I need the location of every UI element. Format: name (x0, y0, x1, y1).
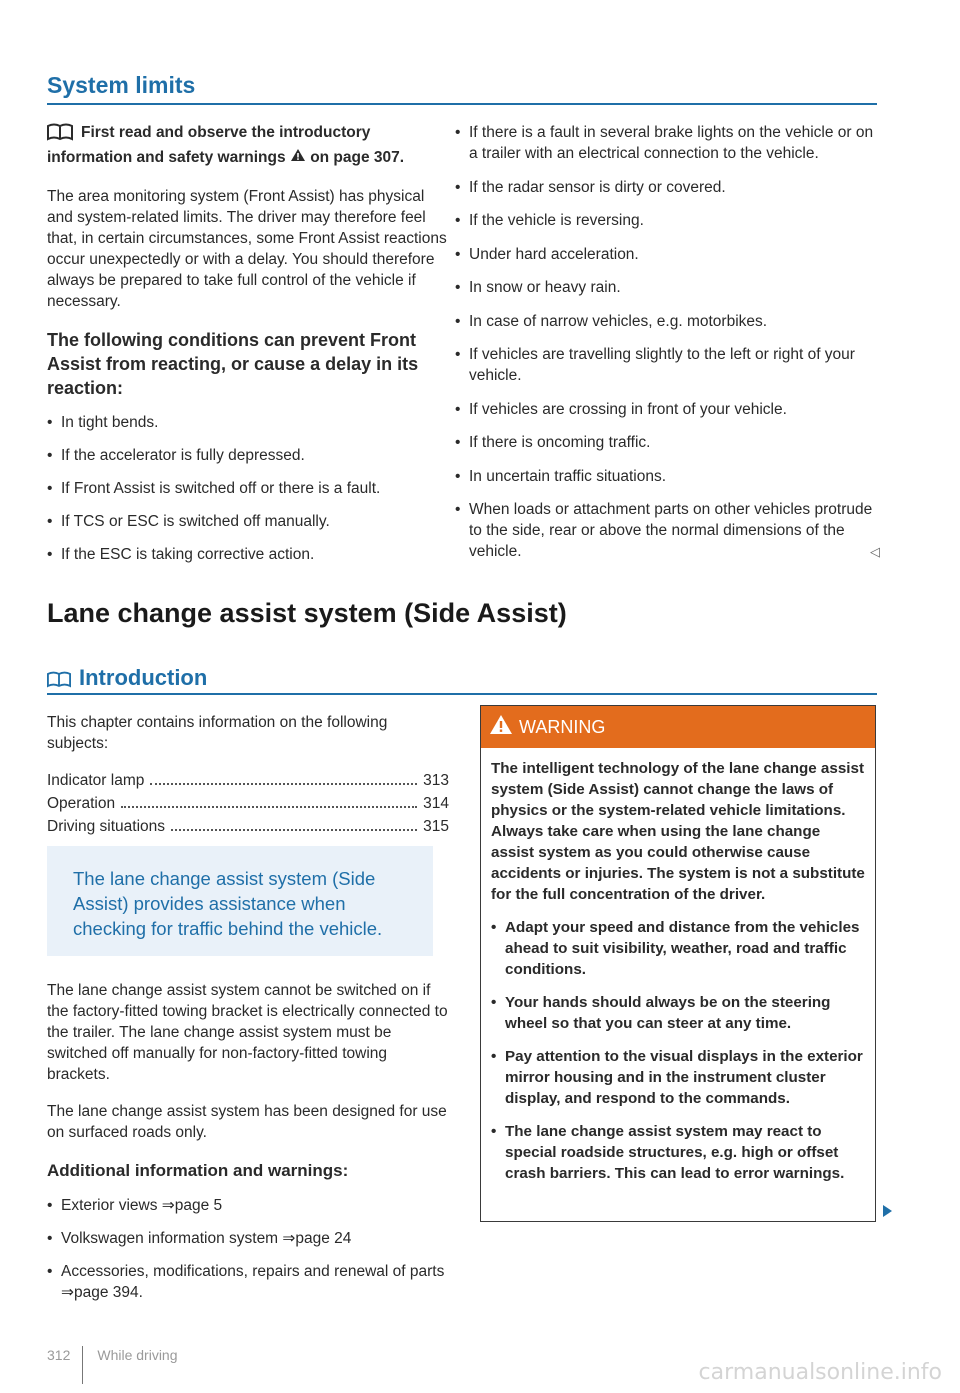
conditions-list-right (455, 122, 880, 562)
list-item: • If the accelerator is fully depressed. (47, 445, 447, 466)
toc-row[interactable] (47, 793, 449, 814)
list-item: • If vehicles are travelling slightly to the left or right of your vehicle. (455, 344, 880, 386)
section-end-icon: ◁ (870, 544, 880, 559)
book-icon (47, 123, 73, 147)
lane-change-details-column (47, 980, 449, 1315)
toc-page: 313 (423, 772, 449, 789)
list-item: • If there is a fault in several brake lights on the vehicle or on a trailer with an electrical connection to the vehicle. (455, 122, 880, 164)
list-item: • In case of narrow vehicles, e.g. motorbikes. (455, 311, 880, 332)
introduction-title-text: Introduction (79, 665, 208, 690)
chapter-title: Lane change assist system (Side Assist) (47, 598, 567, 628)
additional-info-heading: Additional information and warnings: (47, 1161, 349, 1180)
lane-change-paragraph-2: The lane change assist system has been designed for use on surfaced roads only. (47, 1103, 447, 1141)
introduction-title (47, 665, 207, 694)
warning-triangle-icon (290, 149, 306, 166)
conditions-heading: The following conditions can prevent Front Assist from reacting, or cause a delay in its reaction: (47, 330, 419, 398)
list-item[interactable]: • Accessories, modifications, repairs and renewal of parts ⇒page 394. (47, 1261, 449, 1303)
page-footer (47, 1336, 178, 1374)
warning-triangle-icon (489, 714, 513, 740)
list-item: • If vehicles are crossing in front of your vehicle. (455, 399, 880, 420)
toc-page: 315 (423, 818, 449, 835)
list-item: • In snow or heavy rain. (455, 277, 880, 298)
list-item: • Adapt your speed and distance from the vehicles ahead to suit visibility, weather, road and traffic conditions. (491, 917, 867, 980)
introduction-column (47, 712, 449, 839)
system-limits-left-column (47, 122, 447, 577)
list-item: • Under hard acceleration. (455, 244, 880, 265)
conditions-list-left (47, 412, 447, 565)
warning-label: WARNING (519, 716, 606, 737)
list-item: • If Front Assist is switched off or there is a fault. (47, 478, 447, 499)
warning-box (480, 705, 876, 1222)
list-item: • If TCS or ESC is switched off manually. (47, 511, 447, 532)
watermark: carmanualsonline.info (698, 1360, 942, 1385)
list-item: • In tight bends. (47, 412, 447, 433)
system-limits-right-column (455, 122, 880, 575)
toc-leader (121, 806, 417, 808)
toc-row[interactable] (47, 770, 449, 791)
list-item (455, 499, 880, 562)
list-item: • In uncertain traffic situations. (455, 466, 880, 487)
book-icon (47, 668, 71, 694)
list-item: • Your hands should always be on the steering wheel so that you can steer at any time. (491, 992, 867, 1034)
toc-row[interactable] (47, 816, 449, 837)
toc-label: Indicator lamp (47, 772, 145, 789)
info-callout: The lane change assist system (Side Assist) provides assistance when checking for traffic behind the vehicle. (47, 846, 433, 956)
list-item: • If there is oncoming traffic. (455, 432, 880, 453)
lane-change-paragraph-1: The lane change assist system cannot be switched on if the factory-fitted towing bracket is electrically connected to the trailer. The lane change assist system must be switched off manually for non-factory-fitted towing brackets. (47, 982, 448, 1083)
toc-page: 314 (423, 795, 449, 812)
toc-leader (171, 829, 417, 831)
intro-note-text: First read and observe the introductory information and safety warnings (47, 124, 371, 166)
warning-body (481, 748, 875, 1204)
warning-lead: The intelligent technology of the lane change assist system (Side Assist) cannot change the laws of physics or the system-related vehicle limitations. Always take care when using the lane change assist system as you could otherwise cause accidents or injuries. The system is not a substitute for the full concentration of the driver. (491, 760, 865, 903)
additional-info-list (47, 1195, 449, 1303)
toc-label: Driving situations (47, 818, 166, 835)
list-item: • Pay attention to the visual displays in the exterior mirror housing and in the instrument cluster display, and respond to the commands. (491, 1046, 867, 1109)
list-item[interactable]: • Volkswagen information system ⇒page 24 (47, 1228, 449, 1249)
toc-leader (150, 783, 417, 785)
list-item-text: When loads or attachment parts on other vehicles protrude to the side, rear or above the normal dimensions of the vehicle. (469, 501, 873, 560)
list-item: • If the vehicle is reversing. (455, 210, 880, 231)
intro-note-page-ref: on page 307. (310, 149, 405, 166)
footer-divider (82, 1346, 83, 1384)
list-item: • The lane change assist system may react to special roadside structures, e.g. high or offset crash barriers. This can lead to error warnings. (491, 1121, 867, 1184)
section-title-system-limits: System limits (47, 72, 196, 98)
section-divider (47, 103, 877, 105)
warning-list (491, 917, 867, 1184)
list-item: • If the ESC is taking corrective action. (47, 544, 447, 565)
system-limits-paragraph: The area monitoring system (Front Assist) has physical and system-related limits. The driver may therefore feel that, in certain circumstances, some Front Assist reactions occur unexpectedly or with a delay. You should therefore always be prepared to take full control of the vehicle if necessary. (47, 188, 447, 310)
list-item: • If the radar sensor is dirty or covered. (455, 177, 880, 198)
warning-header (481, 706, 875, 748)
intro-safety-note (47, 122, 447, 168)
toc-label: Operation (47, 795, 116, 812)
toc (47, 770, 449, 837)
section-divider (47, 693, 877, 695)
continue-arrow-icon (883, 1205, 892, 1217)
page-number: 312 (47, 1347, 71, 1363)
footer-section: While driving (97, 1347, 178, 1363)
introduction-text: This chapter contains information on the following subjects: (47, 714, 388, 752)
list-item[interactable]: • Exterior views ⇒page 5 (47, 1195, 449, 1216)
